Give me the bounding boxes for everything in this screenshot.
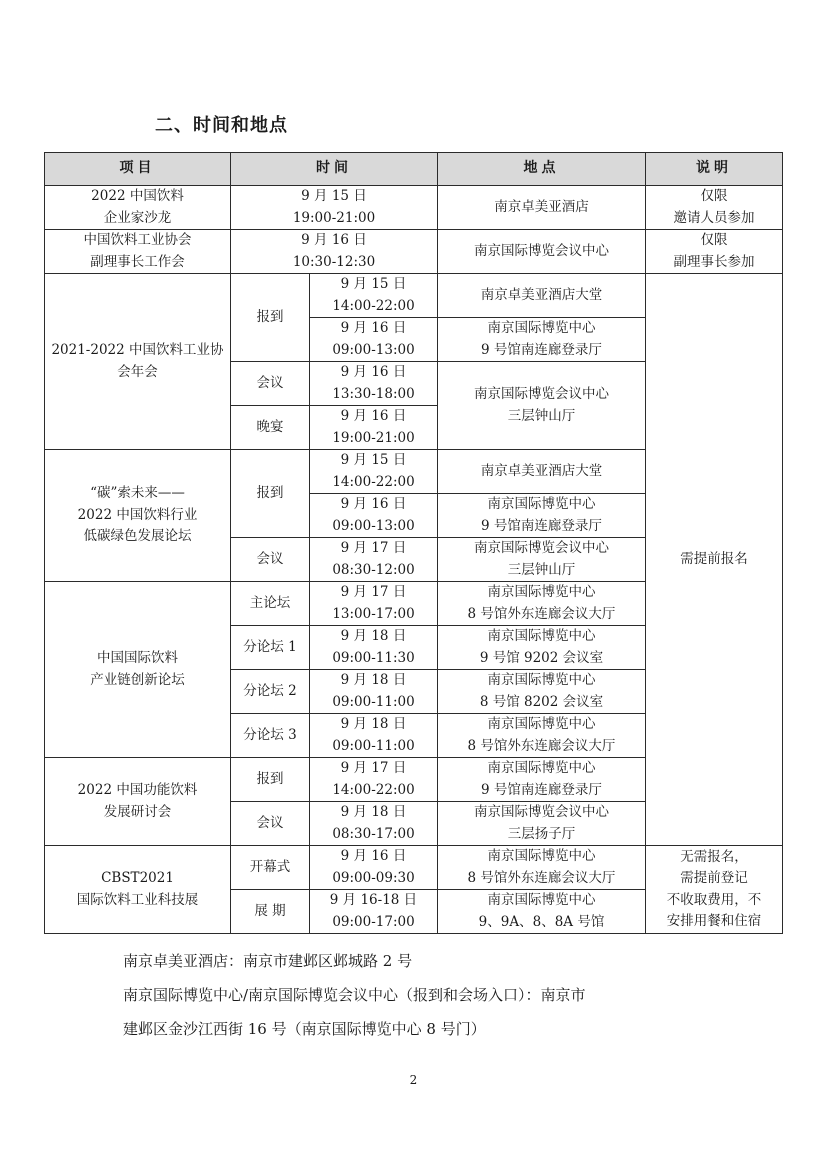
- vp-place: 南京国际博览会议中心: [438, 230, 646, 274]
- chain-main-place: 南京国际博览中心 8 号馆外东连廊会议大厅: [438, 582, 646, 626]
- address-notes: [123, 944, 763, 1046]
- header-note: 说明: [646, 153, 783, 186]
- carbon-reg2-time: 9 月 16 日 09:00-13:00: [310, 494, 438, 538]
- header-place: 地点: [438, 153, 646, 186]
- chain-sub1-label: 分论坛 1: [231, 626, 310, 670]
- annual-dinner-label: 晚宴: [231, 406, 310, 450]
- annual-meet-time: 9 月 16 日 13:30-18:00: [310, 362, 438, 406]
- carbon-reg1-time: 9 月 15 日 14:00-22:00: [310, 450, 438, 494]
- chain-item: 中国国际饮料 产业链创新论坛: [45, 582, 231, 758]
- header-item: 项目: [45, 153, 231, 186]
- func-reg-label: 报到: [231, 758, 310, 802]
- salon-note: 仅限 邀请人员参加: [646, 186, 783, 230]
- annual-reg-label: 报到: [231, 274, 310, 362]
- table-row: [45, 846, 783, 890]
- vp-note: 仅限 副理事长参加: [646, 230, 783, 274]
- func-item: 2022 中国功能饮料 发展研讨会: [45, 758, 231, 846]
- cbst-expo-time: 9 月 16-18 日 09:00-17:00: [310, 890, 438, 934]
- annual-dinner-time: 9 月 16 日 19:00-21:00: [310, 406, 438, 450]
- header-time: 时间: [231, 153, 438, 186]
- carbon-reg1-place: 南京卓美亚酒店大堂: [438, 450, 646, 494]
- chain-sub3-time: 9 月 18 日 09:00-11:00: [310, 714, 438, 758]
- annual-reg2-place: 南京国际博览中心 9 号馆南连廊登录厅: [438, 318, 646, 362]
- table-row: [45, 274, 783, 318]
- annual-item: 2021-2022 中国饮料工业协会年会: [45, 274, 231, 450]
- section-title: 二、时间和地点: [155, 115, 288, 136]
- cbst-expo-place: 南京国际博览中心 9、9A、8、8A 号馆: [438, 890, 646, 934]
- func-meet-label: 会议: [231, 802, 310, 846]
- chain-sub2-label: 分论坛 2: [231, 670, 310, 714]
- func-meet-time: 9 月 18 日 08:30-17:00: [310, 802, 438, 846]
- header-row: [45, 153, 783, 186]
- chain-main-label: 主论坛: [231, 582, 310, 626]
- annual-reg2-time: 9 月 16 日 09:00-13:00: [310, 318, 438, 362]
- carbon-reg2-place: 南京国际博览中心 9 号馆南连廊登录厅: [438, 494, 646, 538]
- carbon-item: “碳”索未来—— 2022 中国饮料行业 低碳绿色发展论坛: [45, 450, 231, 582]
- chain-main-time: 9 月 17 日 13:00-17:00: [310, 582, 438, 626]
- chain-sub3-label: 分论坛 3: [231, 714, 310, 758]
- address-line: 建邺区金沙江西街 16 号（南京国际博览中心 8 号门）: [123, 1020, 486, 1038]
- vp-item: 中国饮料工业协会 副理事长工作会: [45, 230, 231, 274]
- chain-sub3-place: 南京国际博览中心 8 号馆外东连廊会议大厅: [438, 714, 646, 758]
- salon-item: 2022 中国饮料 企业家沙龙: [45, 186, 231, 230]
- page-number: 2: [409, 1073, 418, 1087]
- cbst-open-label: 开幕式: [231, 846, 310, 890]
- annual-reg1-place: 南京卓美亚酒店大堂: [438, 274, 646, 318]
- cbst-item: CBST2021 国际饮料工业科技展: [45, 846, 231, 934]
- schedule-table: [44, 152, 783, 934]
- salon-place: 南京卓美亚酒店: [438, 186, 646, 230]
- annual-meet-place: 南京国际博览会议中心 三层钟山厅: [438, 362, 646, 450]
- func-reg-time: 9 月 17 日 14:00-22:00: [310, 758, 438, 802]
- vp-time: 9 月 16 日 10:30-12:30: [231, 230, 438, 274]
- signup-note: 需提前报名: [646, 274, 783, 846]
- table-row: [45, 186, 783, 230]
- salon-time: 9 月 15 日 19:00-21:00: [231, 186, 438, 230]
- func-reg-place: 南京国际博览中心 9 号馆南连廊登录厅: [438, 758, 646, 802]
- carbon-meet-place: 南京国际博览会议中心 三层钟山厅: [438, 538, 646, 582]
- cbst-open-place: 南京国际博览中心 8 号馆外东连廊会议大厅: [438, 846, 646, 890]
- carbon-meet-time: 9 月 17 日 08:30-12:00: [310, 538, 438, 582]
- table-row: [45, 230, 783, 274]
- address-line: 南京国际博览中心/南京国际博览会议中心（报到和会场入口）：南京市: [123, 986, 586, 1004]
- annual-reg1-time: 9 月 15 日 14:00-22:00: [310, 274, 438, 318]
- address-line: 南京卓美亚酒店：南京市建邺区邺城路 2 号: [123, 952, 413, 970]
- cbst-expo-label: 展 期: [231, 890, 310, 934]
- chain-sub2-time: 9 月 18 日 09:00-11:00: [310, 670, 438, 714]
- annual-meet-label: 会议: [231, 362, 310, 406]
- chain-sub1-place: 南京国际博览中心 9 号馆 9202 会议室: [438, 626, 646, 670]
- chain-sub2-place: 南京国际博览中心 8 号馆 8202 会议室: [438, 670, 646, 714]
- cbst-open-time: 9 月 16 日 09:00-09:30: [310, 846, 438, 890]
- cbst-note: 无需报名， 需提前登记 不收取费用，不 安排用餐和住宿: [646, 846, 783, 934]
- carbon-meet-label: 会议: [231, 538, 310, 582]
- func-meet-place: 南京国际博览会议中心 三层扬子厅: [438, 802, 646, 846]
- chain-sub1-time: 9 月 18 日 09:00-11:30: [310, 626, 438, 670]
- carbon-reg-label: 报到: [231, 450, 310, 538]
